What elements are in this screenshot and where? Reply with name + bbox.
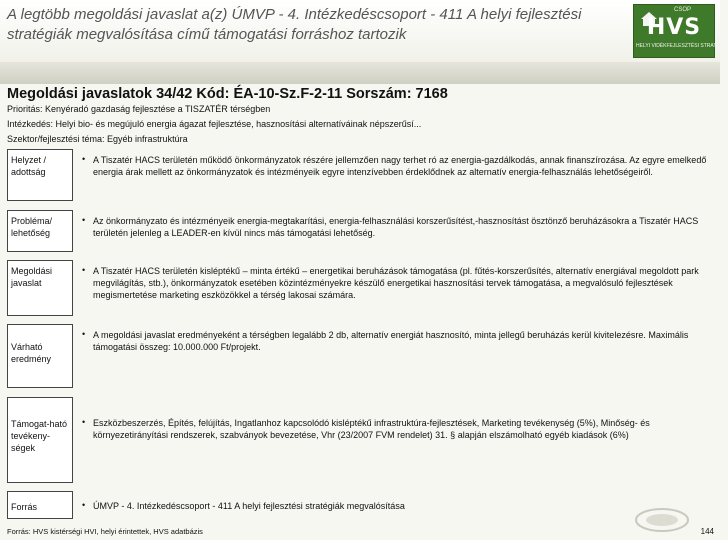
row-text: A Tiszatér HACS területén kisléptékű – minta értékű – energetikai beruházások támogatása (pl. fűtés-korszerűsítés, alternatív energiával megoldott park megvilágítás, stb.), önkormányzatok esetében közintézményekre készülő energetikai hasznosítási tervek támogatása, a megvalósuló fejlesztések megismertetése marketing eszközökkel a térség lakosai számára. (93, 266, 699, 300)
logo-tag: CSOP (674, 7, 692, 13)
priority-line: Prioritás: Kenyéradó gazdaság fejlesztése a TISZATÉR térségben (7, 104, 271, 114)
logo-subtitle: HELYI VIDÉKFEJLESZTÉSI STRATÉGIA (636, 43, 728, 49)
page-number: 144 (700, 527, 714, 536)
row-bullet: • (82, 154, 86, 164)
row-label: Megoldási javaslat (7, 260, 73, 316)
header-bar (0, 0, 728, 62)
footer-source-note: Forrás: HVS kistérségi HVI, helyi érintettek, HVS adatbázis (7, 527, 203, 536)
hvs-logo (633, 4, 728, 58)
logo-text: HVS (646, 15, 702, 40)
row-label: Támogat-ható tevékeny-ségek (7, 397, 73, 483)
header-title: A legtöbb megoldási javaslat a(z) ÚMVP - 4. Intézkedéscsoport - 411 A helyi fejlesztési stratégiák megvalósítása című támogatási forráshoz tartozik (7, 6, 582, 43)
row-text: Eszközbeszerzés, Építés, felújítás, Ingatlanhoz kapcsolódó kisléptékű infrastruktúra-fejlesztések, Marketing tevékenység (5%), Minőség- és környezetirányítási rendszerek, szabványok bevezetése, Vhr (23/2007 FVM rendelet) 31. § alapján elszámolható egyéb kiadások (6%) (93, 418, 650, 440)
measure-line: Intézkedés: Helyi bio- és megújuló energia ágazat fejlesztése, hasznosítási alternatíváinak népszerűsí... (7, 119, 422, 129)
row-label: Várható eredmény (7, 324, 73, 388)
row-bullet: • (82, 500, 86, 510)
row-bullet: • (82, 417, 86, 427)
page-heading: Megoldási javaslatok 34/42 Kód: ÉA-10-Sz.F-2-11 Sorszám: 7168 (7, 86, 448, 102)
row-text: Az önkormányzato és intézményeik energia-megtakarítási, energia-felhasználási korszerűsítést,-hasznosítást ösztönző beruházásokra a Tiszatér HACS területén jelenleg a LEADER-en kívül nincs más támogatási lehetőség. (93, 216, 699, 238)
row-text: A megoldási javaslat eredményeként a térségben legalább 2 db, alternatív energiát hasznosító, minta jellegű beruházás kerül kivitelezésre. Maximális támogatási összeg: 10.000.000 Ft/projekt. (93, 330, 689, 352)
row-label: Probléma/ lehetőség (7, 210, 73, 252)
sector-line: Szektor/fejlesztési téma: Egyéb infrastruktúra (7, 134, 188, 144)
footer-logo-icon (634, 506, 690, 534)
row-label: Forrás (7, 491, 73, 519)
row-bullet: • (82, 329, 86, 339)
row-bullet: • (82, 215, 86, 225)
row-text: ÚMVP - 4. Intézkedéscsoport - 411 A helyi fejlesztési stratégiák megvalósítása (93, 501, 405, 511)
row-text: A Tiszatér HACS területén működő önkormányzatok részére jellemzően nagy terhet ró az energia-gazdálkodás, annak finanszírozása. Az egyre emelkedő energia árak mellett az önkormányzatok és intézményeik egyre intenzívebben érdeklődnek az alternatív energia-felhasználás lehetőségeiről. (93, 155, 707, 177)
header-band (0, 62, 720, 84)
row-label: Helyzet / adottság (7, 149, 73, 201)
row-bullet: • (82, 265, 86, 275)
